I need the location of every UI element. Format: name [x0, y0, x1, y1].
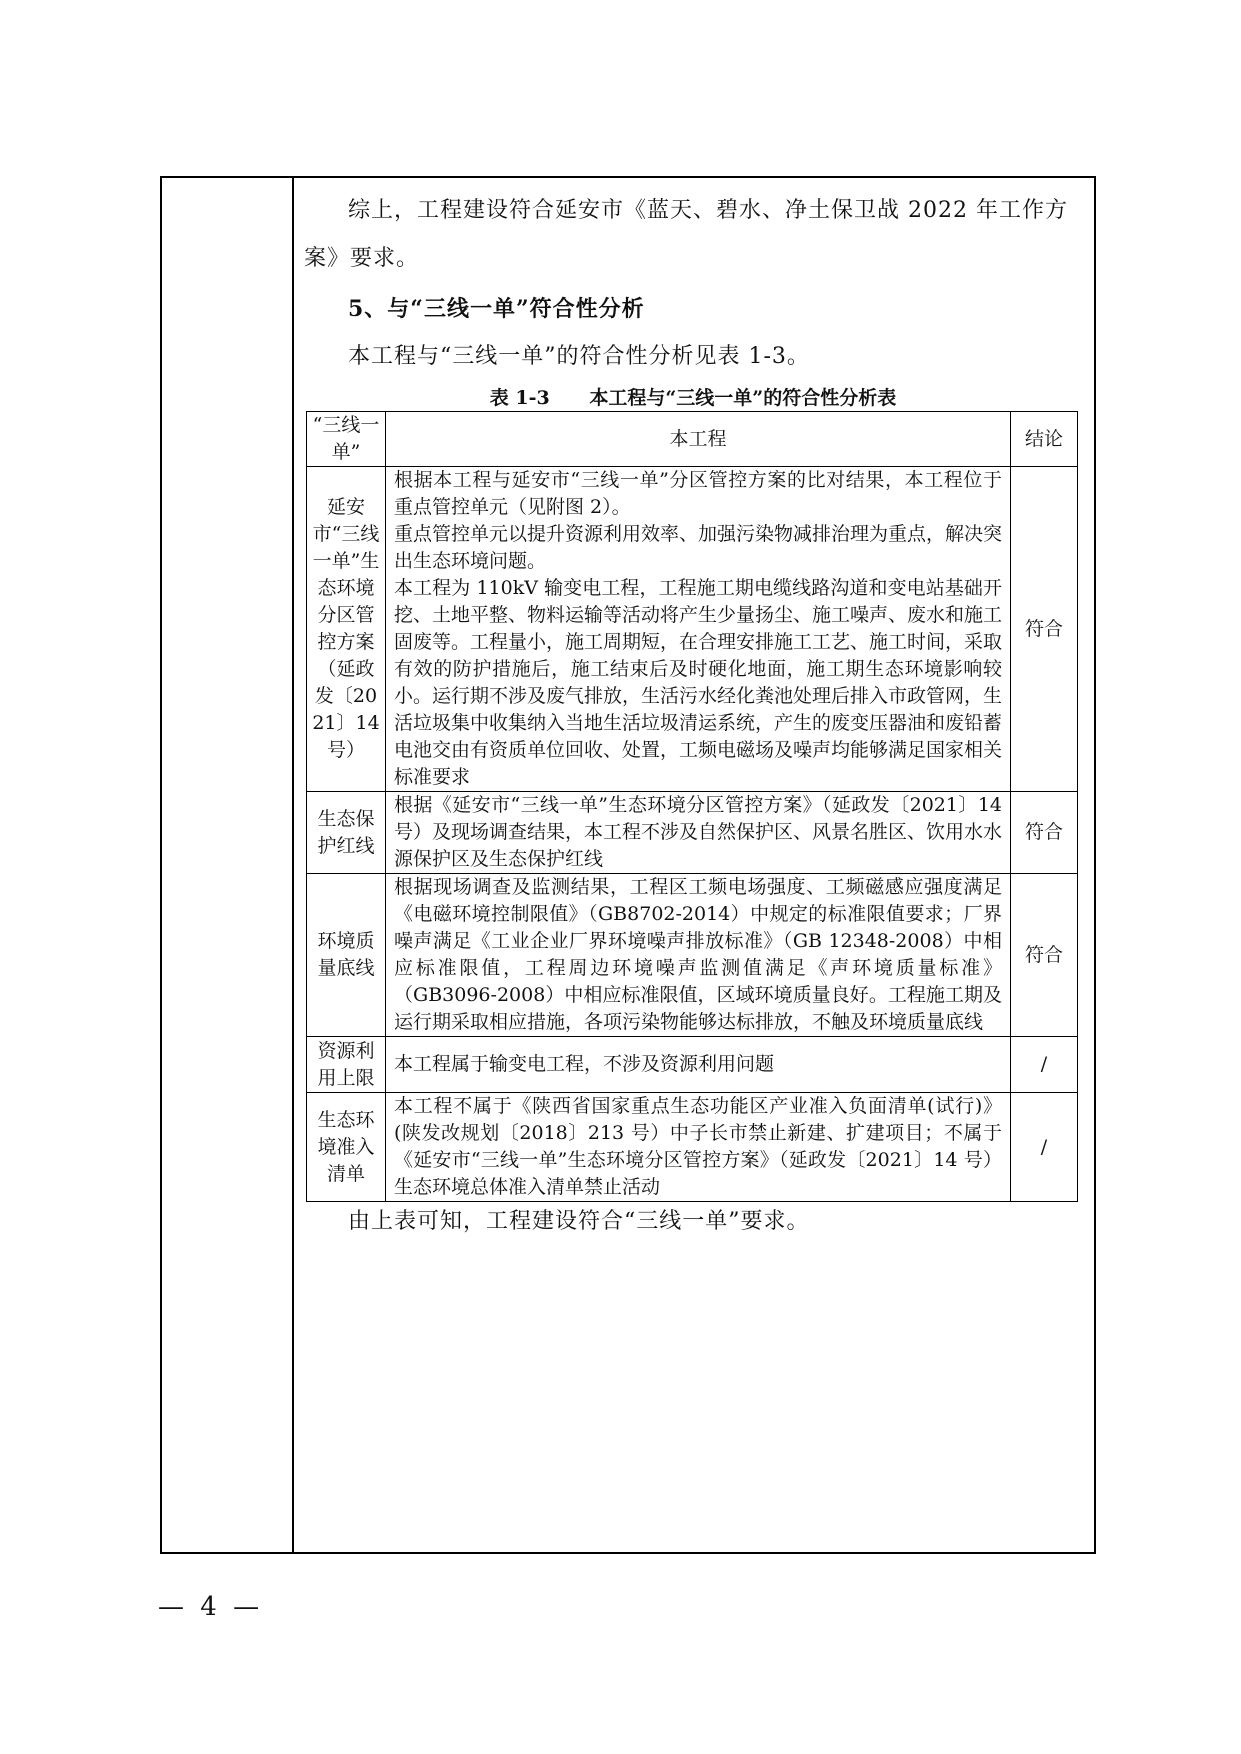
table-caption: 表 1-3 本工程与“三线一单”的符合性分析表: [489, 387, 897, 409]
row-description: [386, 1093, 1011, 1202]
row-line: 根据现场调查及监测结果，工程区工频电场强度、工频磁感应强度满足《电磁环境控制限值》（GB8702-2014）中规定的标准限值要求；厂界噪声满足《工业企业厂界环境噪声排放标准》（GB 12348-2008）中相应标准限值，工程周边环境噪声监测值满足《声环境质量标准》（GB3096-2008）中相应标准限值，区域环境质量良好。工程施工期及运行期采取相应措施，各项污染物能够达标排放，不触及环境质量底线: [394, 876, 1002, 1033]
row-line: 本工程为 110kV 输变电工程，工程施工期电缆线路沟道和变电站基础开挖、土地平整、物料运输等活动将产生少量扬尘、施工噪声、废水和施工固废等。工程量小，施工周期短，在合理安排施工工艺、施工时间，采取有效的防护措施后，施工结束后及时硬化地面，施工期生态环境影响较小。运行期不涉及废气排放，生活污水经化粪池处理后排入市政管网，生活垃圾集中收集纳入当地生活垃圾清运系统，产生的废变压器油和废铅蓄电池交由有资质单位回收、处置，工频电磁场及噪声均能够满足国家相关标准要求: [394, 577, 1003, 788]
table-row: [307, 1037, 1078, 1093]
row-category: 生态环境准入清单: [307, 1093, 386, 1202]
frame-divider: [292, 178, 294, 1552]
row-conclusion: 符合: [1011, 467, 1078, 792]
row-line: 本工程不属于《陕西省国家重点生态功能区产业准入负面清单(试行)》(陕发改规划〔2018〕213 号）中子长市禁止新建、扩建项目；不属于《延安市“三线一单”生态环境分区管控方案》（延政发〔2021〕14 号）生态环境总体准入清单禁止活动: [394, 1095, 1002, 1198]
intro-paragraph: 本工程与“三线一单”的符合性分析见表 1-3。: [348, 344, 810, 369]
row-description: [386, 467, 1011, 792]
header-conclusion: 结论: [1011, 412, 1078, 467]
section-heading: 5、与“三线一单”符合性分析: [348, 296, 645, 322]
row-category: 延安市“三线一单”生态环境分区管控方案（延政发〔2021〕14号）: [307, 467, 386, 792]
document-frame: [160, 176, 1096, 1554]
table-row: [307, 467, 1078, 792]
row-category: 环境质量底线: [307, 874, 386, 1037]
row-conclusion: 符合: [1011, 874, 1078, 1037]
table-header-row: [307, 412, 1078, 467]
compliance-table: [306, 411, 1078, 1202]
table-row: [307, 874, 1078, 1037]
row-description: [386, 1037, 1011, 1093]
summary-paragraph: 综上，工程建设符合延安市《蓝天、碧水、净土保卫战 2022 年工作方案》要求。: [304, 198, 1068, 271]
main-content: [304, 178, 1082, 1240]
row-conclusion: /: [1011, 1093, 1078, 1202]
row-category: 资源利用上限: [307, 1037, 386, 1093]
row-line: 本工程属于输变电工程，不涉及资源利用问题: [394, 1053, 775, 1075]
row-line: 根据本工程与延安市“三线一单”分区管控方案的比对结果，本工程位于重点管控单元（见附图 2）。: [394, 469, 1002, 518]
header-category: “三线一单”: [307, 412, 386, 467]
row-line: 重点管控单元以提升资源利用效率、加强污染物减排治理为重点，解决突出生态环境问题。: [394, 523, 1003, 572]
row-category: 生态保护红线: [307, 792, 386, 874]
table-row: [307, 792, 1078, 874]
table-row: [307, 1093, 1078, 1202]
row-conclusion: /: [1011, 1037, 1078, 1093]
row-description: [386, 874, 1011, 1037]
row-description: [386, 792, 1011, 874]
header-project: 本工程: [386, 412, 1011, 467]
row-conclusion: 符合: [1011, 792, 1078, 874]
closing-paragraph: 由上表可知，工程建设符合“三线一单”要求。: [348, 1209, 810, 1234]
row-line: 根据《延安市“三线一单”生态环境分区管控方案》（延政发〔2021〕14 号）及现场调查结果，本工程不涉及自然保护区、风景名胜区、饮用水水源保护区及生态保护红线: [394, 794, 1003, 870]
page-number: — 4 —: [158, 1592, 264, 1622]
